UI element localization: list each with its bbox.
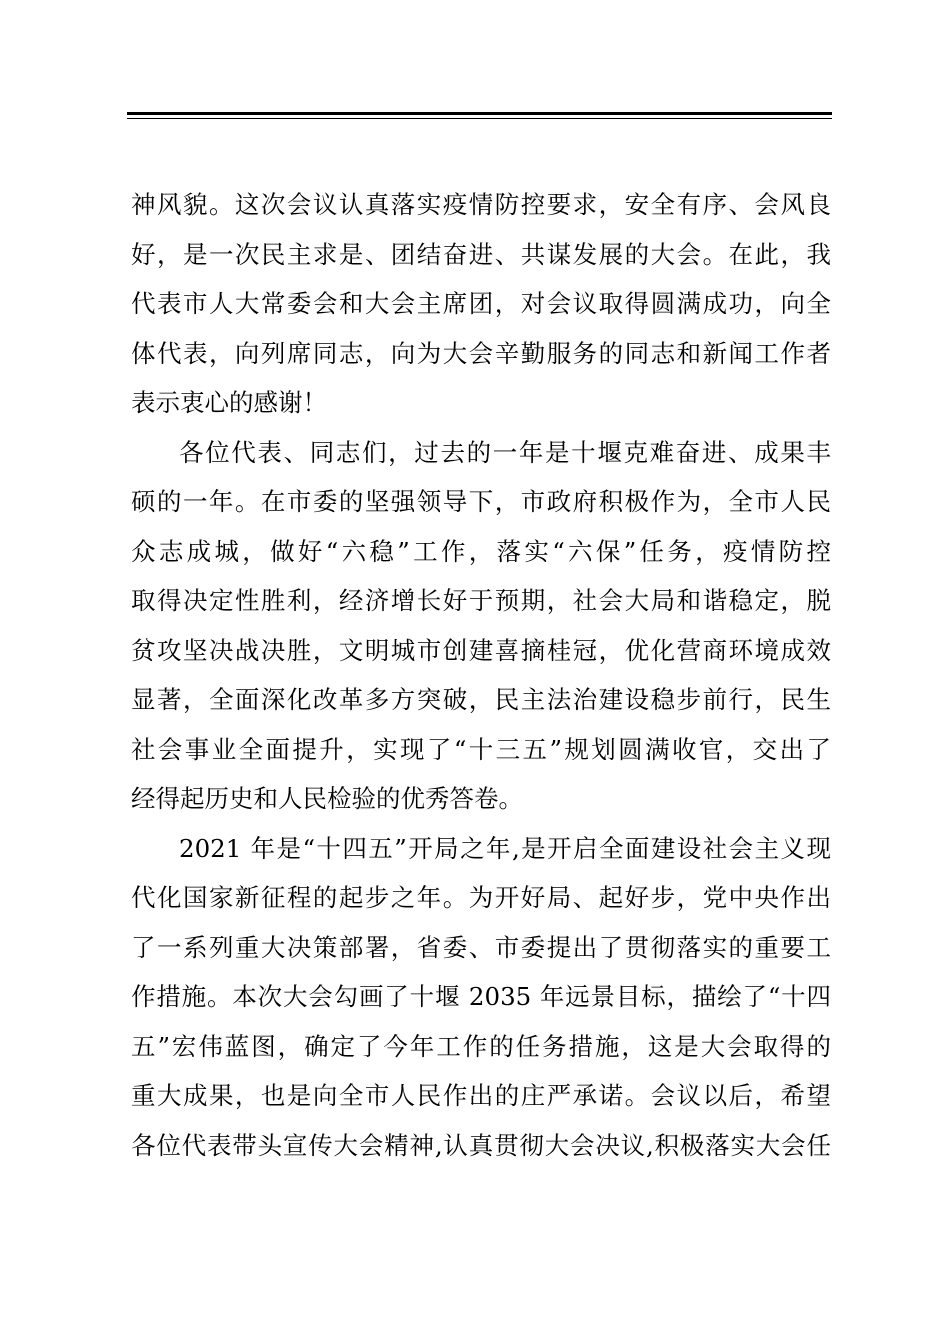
text-line: 五”宏伟蓝图，确定了今年工作的任务措施，这是大会取得的	[131, 1031, 831, 1061]
text-line: 各位代表、同志们，过去的一年是十堰克难奋进、成果丰	[179, 437, 831, 467]
text-line: 显著，全面深化改革多方突破，民主法治建设稳步前行，民生	[131, 685, 831, 714]
paragraph-3	[131, 824, 831, 1171]
paragraph-2	[131, 428, 831, 824]
text-line: 体代表，向列席同志，向为大会辛勤服务的同志和新闻工作者	[131, 338, 831, 368]
header-rule-thin	[127, 118, 832, 119]
text-line: 经得起历史和人民检验的优秀答卷。	[131, 784, 523, 813]
text-line: 众志成城，做好“六稳”工作，落实“六保”任务，疫情防控	[131, 536, 831, 566]
text-line: 取得决定性胜利，经济增长好于预期，社会大局和谐稳定，脱	[131, 586, 831, 615]
text-line: 各位代表带头宣传大会精神,认真贯彻大会决议,积极落实大会任	[131, 1130, 831, 1160]
document-body	[131, 180, 831, 1170]
text-line: 神风貌。这次会议认真落实疫情防控要求，安全有序、会风良	[131, 190, 831, 219]
text-line: 重大成果，也是向全市人民作出的庄严承诺。会议以后，希望	[131, 1081, 831, 1110]
text-line: 社会事业全面提升，实现了“十三五”规划圆满收官，交出了	[131, 734, 831, 764]
text-line: 作措施。本次大会勾画了十堰 2035 年远景目标，描绘了“十四	[131, 982, 831, 1011]
text-line: 代化国家新征程的起步之年。为开好局、起好步，党中央作出	[131, 883, 831, 912]
text-line: 贫攻坚决战决胜，文明城市创建喜摘桂冠，优化营商环境成效	[131, 635, 831, 665]
text-line: 好，是一次民主求是、团结奋进、共谋发展的大会。在此，我	[131, 239, 831, 269]
paragraph-1	[131, 180, 831, 428]
text-line: 硕的一年。在市委的坚强领导下，市政府积极作为，全市人民	[131, 487, 831, 516]
text-line: 2021 年是“十四五”开局之年,是开启全面建设社会主义现	[179, 833, 831, 863]
text-line: 了一系列重大决策部署，省委、市委提出了贯彻落实的重要工	[131, 932, 831, 962]
header-rule-thick	[127, 112, 832, 115]
text-line: 表示衷心的感谢！	[131, 388, 327, 417]
text-line: 代表市人大常委会和大会主席团，对会议取得圆满成功，向全	[131, 289, 831, 318]
